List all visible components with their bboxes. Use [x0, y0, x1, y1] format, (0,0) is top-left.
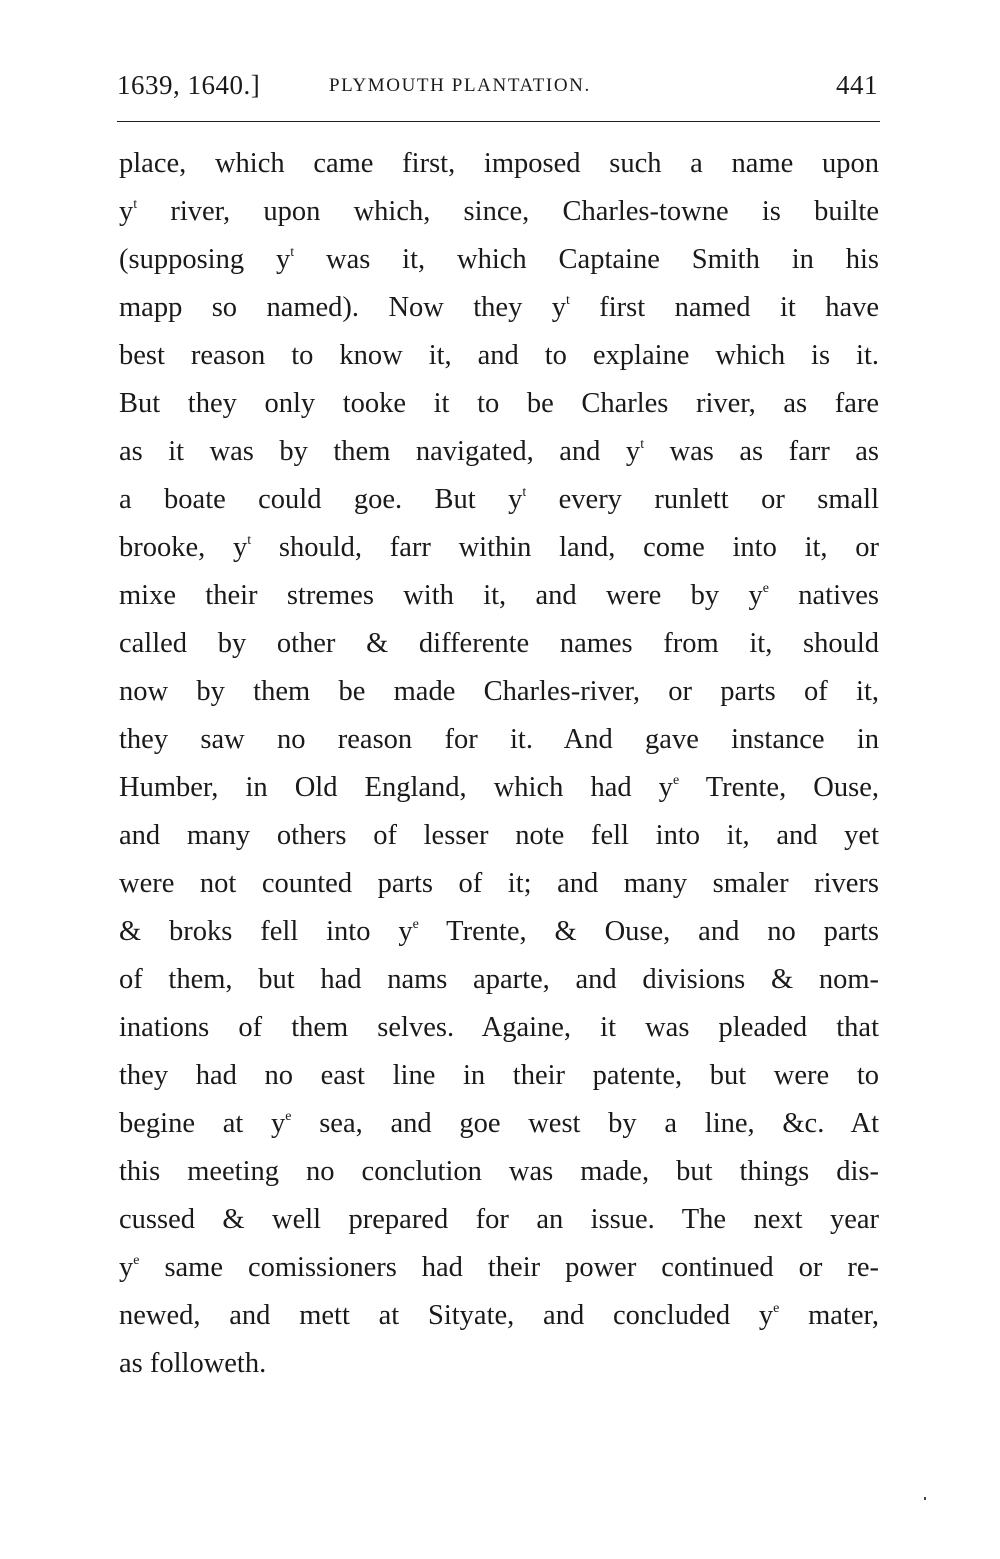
scan-speck	[924, 1497, 926, 1500]
text-line: (supposing $y^t$ was it, which Captaine Smith in his	[119, 244, 879, 275]
text-line: inations of them selves. Againe, it was pleaded that	[119, 1012, 879, 1043]
text-line: But they only tooke it to be Charles river, as fare	[119, 388, 879, 419]
text-line: mapp so named). Now they $y^t$ first named it have	[119, 292, 879, 323]
text-line: now by them be made Charles-river, or parts of it,	[119, 676, 879, 707]
header-title: PLYMOUTH PLANTATION.	[329, 75, 591, 96]
text-line: newed, and mett at Sityate, and concluded $y^e$ mater,	[119, 1300, 879, 1331]
text-line: called by other & differente names from it, should	[119, 628, 879, 659]
text-line: $y^t$ river, upon which, since, Charles-towne is builte	[119, 196, 879, 227]
text-line: brooke, $y^t$ should, farr within land, come into it, or	[119, 532, 880, 563]
header-rule	[117, 121, 880, 122]
text-line: this meeting no conclution was made, but things dis-	[119, 1156, 879, 1187]
body-text	[119, 140, 879, 1388]
text-line: cussed & well prepared for an issue. The next year	[119, 1204, 879, 1235]
text-line: and many others of lesser note fell into it, and yet	[119, 820, 879, 851]
page-number: 441	[836, 70, 878, 100]
text-line: Humber, in Old England, which had $y^e$ Trente, Ouse,	[119, 772, 879, 803]
header-years: 1639, 1640.]	[117, 70, 261, 100]
text-line: place, which came first, imposed such a name upon	[119, 148, 879, 179]
text-line: best reason to know it, and to explaine which is it.	[119, 340, 879, 371]
text-line: of them, but had nams aparte, and divisions & nom-	[119, 964, 879, 995]
text-line: they saw no reason for it. And gave instance in	[119, 724, 879, 755]
text-line: they had no east line in their patente, but were to	[119, 1060, 879, 1091]
text-line: & broks fell into $y^e$ Trente, & Ouse, and no parts	[119, 916, 879, 947]
text-line: as followeth.	[119, 1348, 267, 1379]
text-line: as it was by them navigated, and $y^t$ was as farr as	[119, 436, 879, 467]
text-line: were not counted parts of it; and many smaler rivers	[119, 868, 879, 899]
text-line: begine at $y^e$ sea, and goe west by a line, &c. At	[119, 1108, 879, 1139]
text-line: a boate could goe. But $y^t$ every runlett or small	[119, 484, 879, 515]
text-line: mixe their stremes with it, and were by $y^e$ natives	[119, 580, 879, 611]
text-line: $y^e$ same comissioners had their power continued or re-	[119, 1252, 879, 1283]
running-header	[117, 66, 880, 110]
